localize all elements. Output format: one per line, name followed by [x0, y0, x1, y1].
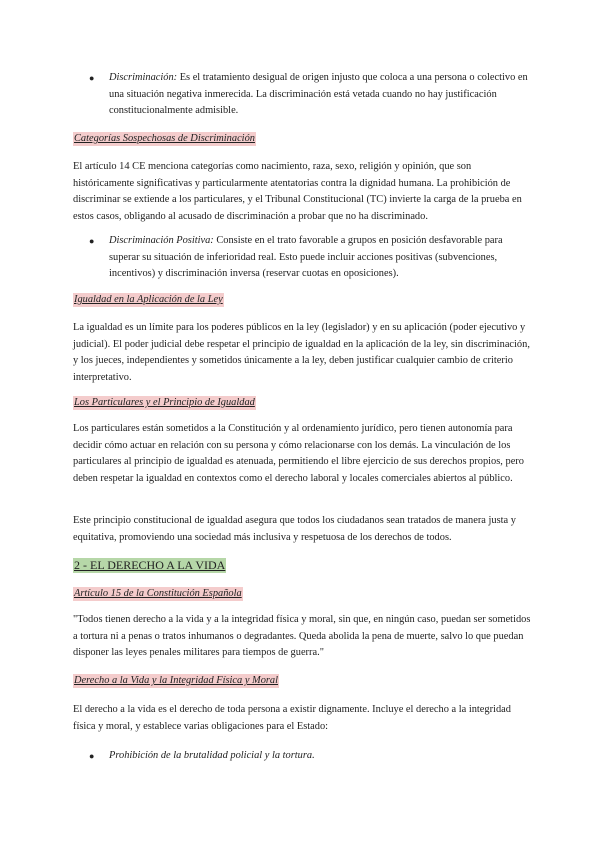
- section-heading: Los Particulares y el Principio de Igualdad: [74, 397, 255, 408]
- list-item: [73, 748, 533, 765]
- bullet-text: Es el tratamiento desigual de origen injusto que coloca a una persona o colectivo en una situación negativa inmerecida. La discriminación está vetada cuando no hay justificación constitucionalmente admisible.: [109, 72, 528, 116]
- list-item: [73, 70, 533, 120]
- paragraph: Este principio constitucional de igualdad asegura que todos los ciudadanos sean tratados de manera justa y equitativa, promoviendo una sociedad más inclusiva y respetuosa de los derechos de todos.: [73, 515, 516, 543]
- paragraph: El artículo 14 CE menciona categorías como nacimiento, raza, sexo, religión y opinión, que son históricamente significativas y particularmente atentatorias contra la dignidad humana. La prohibición de discriminar se extiende a los particulares, y el Tribunal Constitucional (TC) invierte la carga de la prueba en estos casos, obligando al acusado de discriminación a probar que no ha discriminado.: [73, 161, 522, 222]
- bullet-term: Discriminación Positiva:: [109, 235, 214, 246]
- bullet-text: Consiste en el trato favorable a grupos en posición desfavorable para superar su situación de inferioridad real. Esto puede incluir acciones positivas (subvenciones, incentivos) y discriminación inversa (reservar cuotas en oposiciones).: [109, 235, 503, 279]
- bullet-icon: ●: [89, 73, 95, 83]
- paragraph: La igualdad es un límite para los poderes públicos en la ley (legislador) y en su aplicación (poder ejecutivo y judicial). El poder judicial debe respetar el principio de igualdad en la aplicación de la ley, sin discriminación, y los jueces, independientes y sometidos únicamente a la ley, deben justificar cualquier cambio de criterio interpretativo.: [73, 322, 530, 383]
- section-heading: Artículo 15 de la Constitución Española: [74, 588, 242, 599]
- bullet-icon: ●: [89, 236, 95, 246]
- bullet-term: Discriminación:: [109, 72, 178, 83]
- quote-paragraph: "Todos tienen derecho a la vida y a la integridad física y moral, sin que, en ningún caso, puedan ser sometidos a tortura ni a penas o tratos inhumanos o degradantes. Queda abolida la pena de muerte, salvo lo que puedan disponer las leyes penales militares para tiempos de guerra.": [73, 614, 531, 658]
- paragraph: Los particulares están sometidos a la Constitución y al ordenamiento jurídico, pero tienen autonomía para decidir cómo actuar en relación con su persona y cómo relacionarse con los demás. La vinculación de los particulares al principio de igualdad es atenuada, permitiendo el libre ejercicio de sus derechos propios, pero deben respetar la igualdad en contextos como el derecho laboral y locales comerciales abiertos al público.: [73, 423, 524, 484]
- bullet-icon: ●: [89, 751, 95, 761]
- paragraph: El derecho a la vida es el derecho de toda persona a existir dignamente. Incluye el derecho a la integridad física y moral, y establece varias obligaciones para el Estado:: [73, 704, 511, 732]
- section-heading: Categorías Sospechosas de Discriminación: [74, 133, 255, 144]
- section-heading: Derecho a la Vida y la Integridad Física y Moral: [74, 675, 279, 686]
- bullet-term: Prohibición de la brutalidad policial y la tortura.: [109, 750, 315, 761]
- list-item: [73, 233, 533, 283]
- chapter-heading: 2 - EL DERECHO A LA VIDA: [74, 558, 226, 572]
- section-heading: Igualdad en la Aplicación de la Ley: [74, 294, 223, 305]
